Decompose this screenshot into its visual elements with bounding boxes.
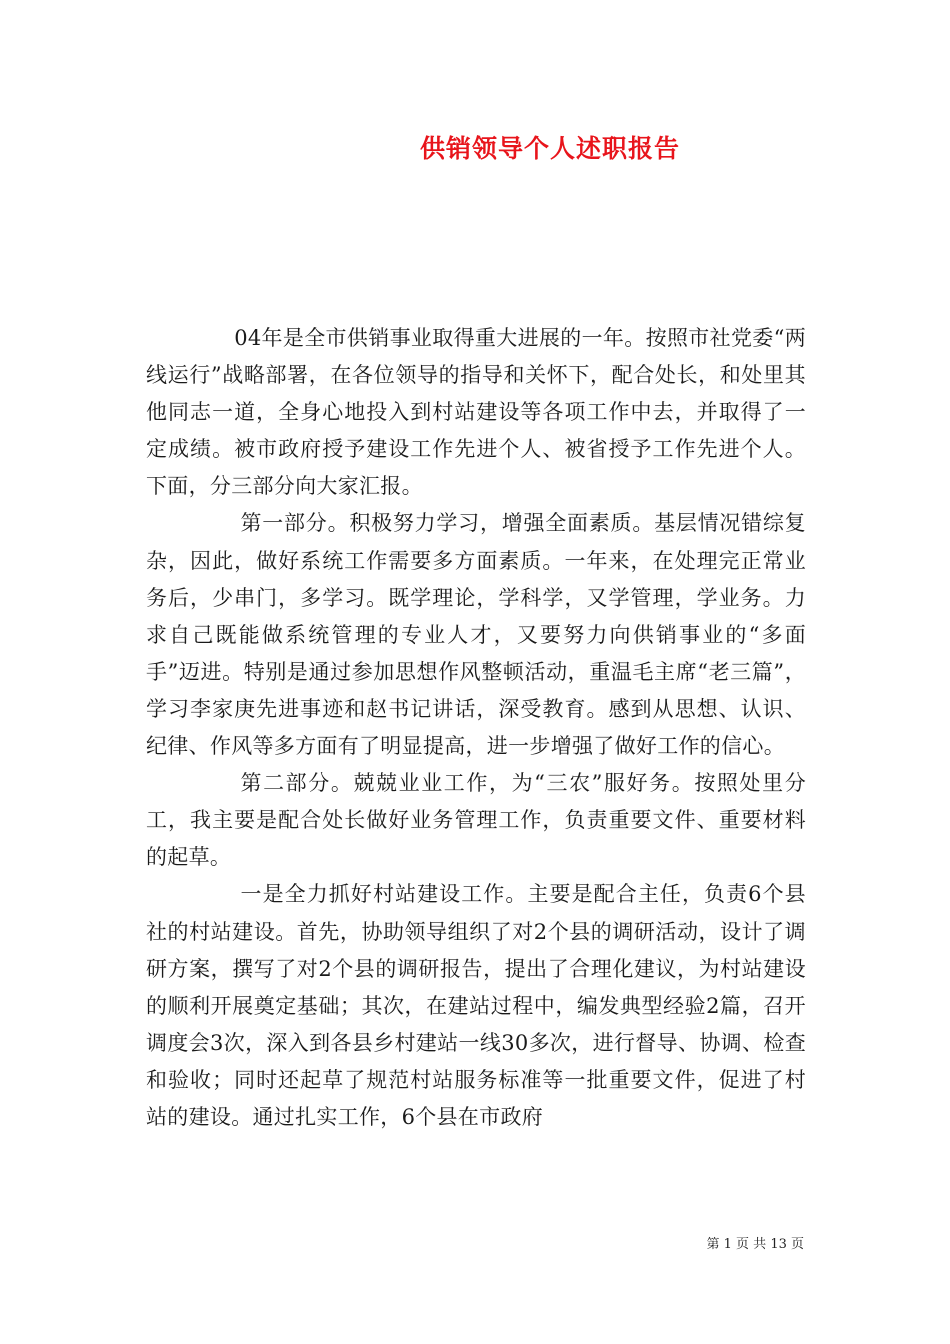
document-title: 供销领导个人述职报告: [419, 134, 680, 163]
paragraph-village-station: 一是全力抓好村站建设工作。主要是配合主任，负责6个县社的村站建设。首先，协助领导组织了对2个县的调研活动，设计了调研方案，撰写了对2个县的调研报告，提出了合理化建议，为村站建设的顺利开展奠定基础；其次，在建站过程中，编发典型经验2篇，召开调度会3次，深入到各县乡村建站一线30多次，进行督导、协调、检查和验收；同时还起草了规范村站服务标准等一批重要文件，促进了村站的建设。通过扎实工作，6个县在市政府: [146, 882, 806, 1129]
paragraph-part-one: 第一部分。积极努力学习，增强全面素质。基层情况错综复杂，因此，做好系统工作需要多方面素质。一年来，在处理完正常业务后，少串门，多学习。既学理论，学科学，又学管理，学业务。力求自己既能做系统管理的专业人才，又要努力向供销事业的“多面手”迈进。特别是通过参加思想作风整顿活动，重温毛主席“老三篇”，学习李家庚先进事迹和赵书记讲话，深受教育。感到从思想、认识、纪律、作风等多方面有了明显提高，进一步增强了做好工作的信心。: [146, 511, 806, 759]
document-body: [146, 320, 806, 1136]
paragraph-part-two: 第二部分。兢兢业业工作，为“三农”服好务。按照处里分工，我主要是配合处长做好业务管理工作，负责重要文件、重要材料的起草。: [146, 771, 806, 870]
page-number-footer: 第 1 页 共 13 页: [706, 1237, 804, 1252]
paragraph-intro: 04年是全市供销事业取得重大进展的一年。按照市社党委“两线运行”战略部署，在各位领导的指导和关怀下，配合处长，和处里其他同志一道，全身心地投入到村站建设等各项工作中去，并取得了一定成绩。被市政府授予建设工作先进个人、被省授予工作先进个人。下面，分三部分向大家汇报。: [146, 326, 806, 499]
